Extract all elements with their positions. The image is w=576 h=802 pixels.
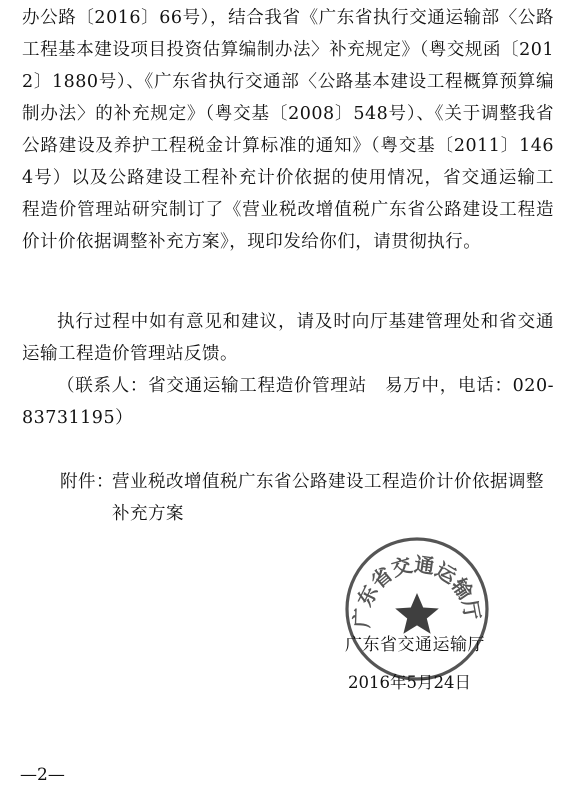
seal-text: 广东省交通运输厅: [349, 552, 485, 629]
body-paragraph-1: 办公路〔2016〕66号），结合我省《广东省执行交通运输部〈公路工程基本建设项目投资估算编制办法〉补充规定》（粤交规函〔2012〕1880号）、《广东省执行交通部〈公路基本建设工程概算预算编制办法〉的补充规定》（粤交基〔2008〕548号）、《关于调整我省公路建设及养护工程税金计算标准的通知》（粤交基〔2011〕1464号）以及公路建设工程补充计价依据的使用情况，省交通运输工程造价管理站研究制订了《营业税改增值税广东省公路建设工程造价计价依据调整补充方案》，现印发给你们，请贯彻执行。: [22, 8, 554, 252]
page-number: —2—: [20, 765, 65, 785]
issuer-name: 广东省交通运输厅: [345, 635, 485, 655]
official-seal: [343, 535, 491, 683]
attachment-label: 附件：: [60, 472, 114, 492]
attachment-title: 营业税改增值税广东省公路建设工程造价计价依据调整补充方案: [112, 472, 544, 524]
contact-paragraph: （联系人：省交通运输工程造价管理站 易万中，电话：020-83731195）: [22, 376, 554, 428]
body-paragraph-2: 执行过程中如有意见和建议，请及时向厅基建管理处和省交通运输工程造价管理站反馈。: [22, 312, 554, 364]
issue-date: 2016年5月24日: [348, 673, 471, 692]
star-icon: [395, 593, 439, 634]
